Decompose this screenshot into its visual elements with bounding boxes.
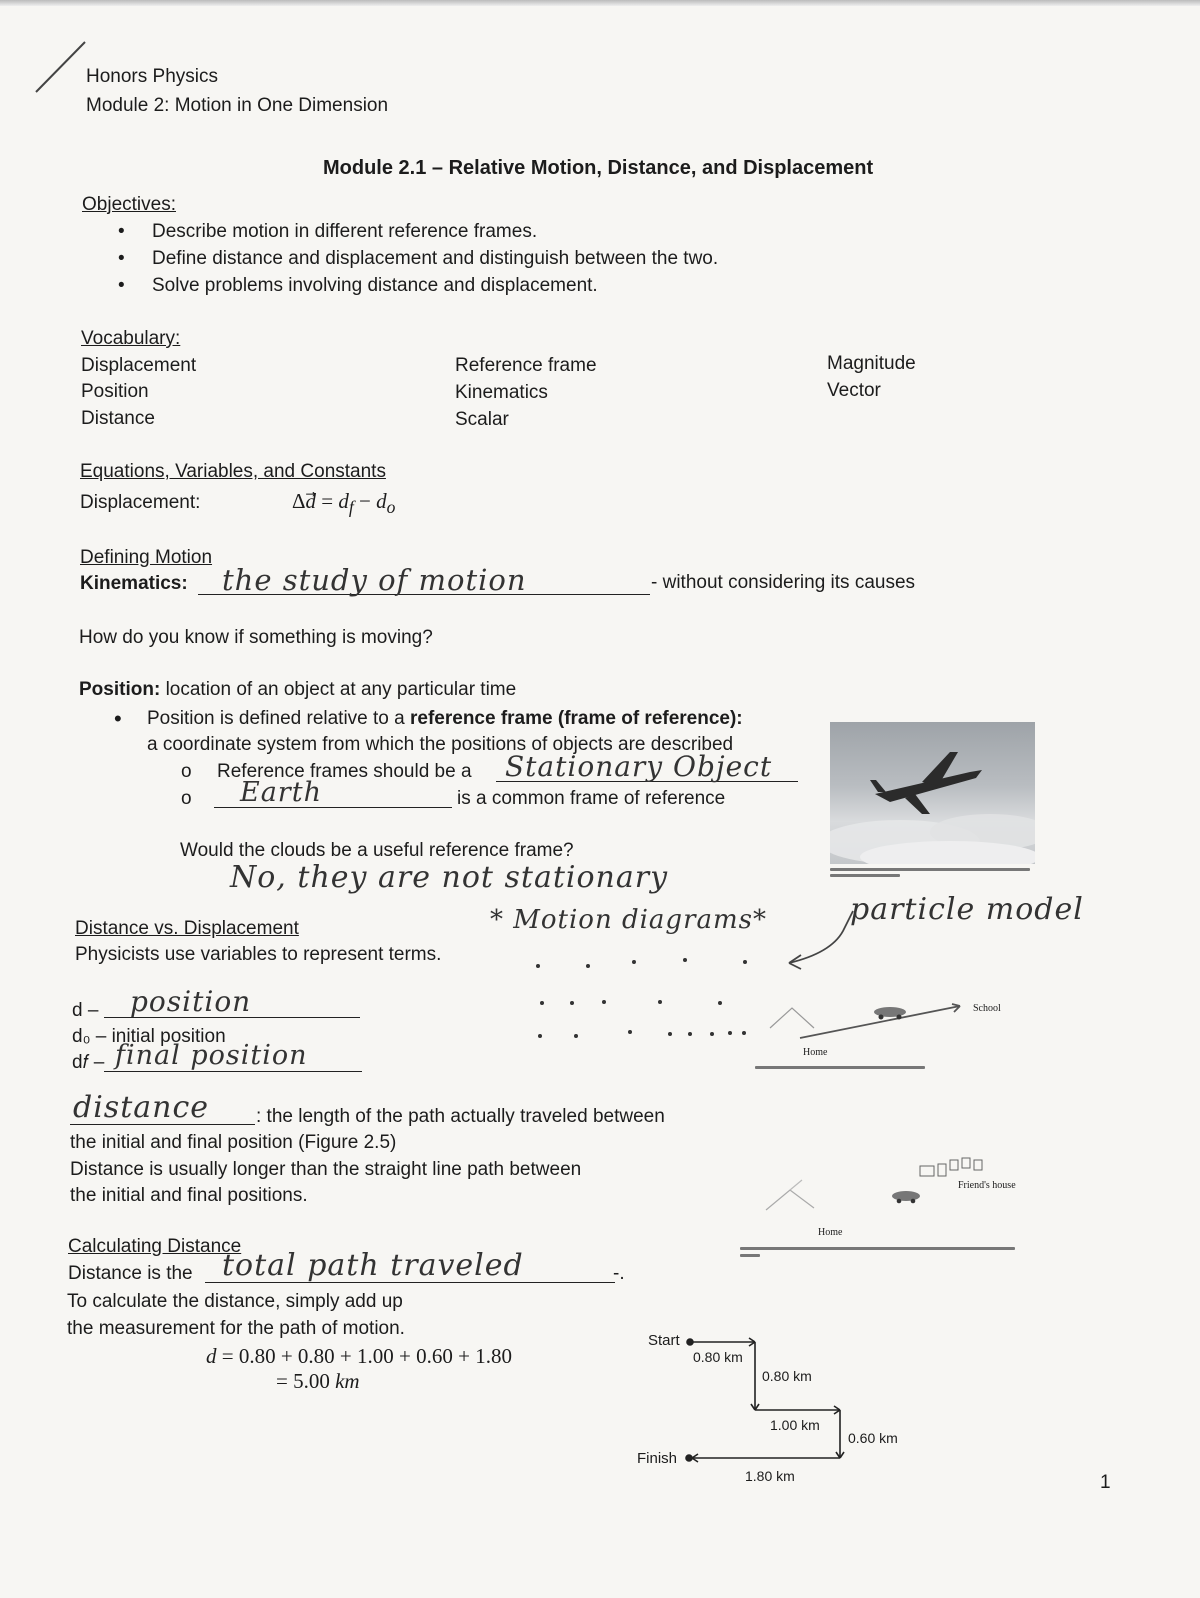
vocab-term: Displacement [81,355,197,376]
segment-label: 0.60 km [848,1430,898,1446]
vocab-term: Kinematics [455,382,548,403]
objective-item: Define distance and displacement and distinguish between the two. [152,248,719,269]
df-blank [104,1071,362,1072]
segment-label: 1.00 km [770,1417,820,1433]
distance-note-cont: the initial and final positions. [70,1185,308,1206]
figure-caption [740,1247,1015,1250]
finish-label: Finish [637,1450,678,1467]
distance-note: Distance is usually longer than the straight line path between [70,1159,582,1180]
bullet-glyph: • [114,706,122,731]
reference-frame-text: Reference frames should be a [217,761,472,782]
reference-frame-bullet [147,706,743,732]
sub-bullet-glyph: o [181,788,192,809]
segment-label: 0.80 km [693,1349,743,1365]
page-number: 1 [1100,1472,1111,1493]
module-name: Module 2: Motion in One Dimension [86,95,389,116]
vocab-term: Vector [827,380,881,401]
objectives-heading: Objectives: [82,194,176,215]
clouds-answer: No, they are not stationary [230,860,669,895]
common-frame-text: is a common frame of reference [457,788,726,809]
objective-item: Describe motion in different reference frames. [152,221,538,242]
distance-is-the: Distance is the [68,1263,193,1284]
calc-instruction: To calculate the distance, simply add up [67,1291,403,1312]
segment-label: 1.80 km [745,1468,795,1484]
distance-definition: : the length of the path actually traveled between [256,1106,665,1127]
d0-label: d₀ – initial position [72,1026,226,1047]
equations-heading: Equations, Variables, and Constants [80,461,386,482]
distance-answer: distance [73,1090,210,1125]
bullet-glyph: • [118,248,125,269]
home-label: Home [818,1227,843,1238]
motion-dots-diagram [530,950,770,1045]
segment-label: 0.80 km [762,1368,812,1384]
figure-caption [740,1254,760,1257]
reference-frame-term: reference frame (frame of reference): [410,708,743,729]
vocab-term: Reference frame [455,355,597,376]
bullet-glyph: • [118,275,125,296]
distance-definition-cont: the initial and final position (Figure 2.5) [70,1132,397,1153]
figure-caption [830,874,900,877]
distance-result: = 5.00 km [276,1369,360,1393]
kinematics-answer: the study of motion [222,563,527,597]
defining-motion-heading: Defining Motion [80,547,213,568]
course-name: Honors Physics [86,66,218,87]
distance-equation: d = 0.80 + 0.80 + 1.00 + 0.60 + 1.80 [206,1344,512,1368]
start-label: Start [648,1332,680,1349]
vocab-term: Magnitude [827,353,916,374]
df-answer: final position [115,1040,308,1071]
pen-mark [30,38,90,98]
figure-caption [830,868,1030,871]
arrow-icon [775,905,865,975]
home-school-figure [760,990,1020,1070]
vocab-term: Position [81,381,149,402]
page-title: Module 2.1 – Relative Motion, Distance, and Displacement [323,157,874,179]
calc-instruction-cont: the measurement for the path of motion. [67,1318,405,1339]
clouds-question: Would the clouds be a useful reference frame? [180,840,574,861]
bullet-glyph: • [118,221,125,242]
position-definition-text: location of an object at any particular time [165,679,517,700]
friends-house-label: Friend's house [958,1180,1016,1191]
motion-diagrams-note: * Motion diagrams* [490,905,767,935]
displacement-label: Displacement: [80,492,201,513]
total-path-suffix: -. [613,1263,625,1284]
d-answer: position [130,985,252,1018]
figure-caption [755,1066,925,1069]
bullet-prefix: Position is defined relative to a [147,708,410,729]
d-label: d – [72,1000,99,1021]
vocabulary-heading: Vocabulary: [81,328,181,349]
kinematics-suffix: - without considering its causes [651,572,916,593]
position-label: Position: [79,679,161,700]
total-path-answer: total path traveled [222,1248,524,1283]
df-label: d𝑓 – [72,1052,105,1073]
reference-frame-definition: a coordinate system from which the positions of objects are described [147,734,734,755]
scan-top-edge [0,0,1200,6]
position-definition [79,677,516,703]
displacement-formula: Δd⃗ = $d_f - d_o$ [292,489,396,518]
kinematics-label: Kinematics: [80,573,188,594]
school-label: School [973,1003,1001,1014]
vocab-term: Scalar [455,409,509,430]
home-label: Home [803,1047,828,1058]
calculating-distance-heading: Calculating Distance [68,1236,242,1257]
objective-item: Solve problems involving distance and displacement. [152,275,598,296]
sub-bullet-glyph: o [181,761,192,782]
stationary-answer: Stationary Object [505,750,773,783]
earth-answer: Earth [240,777,322,808]
airplane-photo [830,722,1035,864]
airplane-icon [830,722,1035,864]
particle-model-note: particle model [850,892,1084,927]
distance-displacement-heading: Distance vs. Displacement [75,918,299,939]
variables-intro: Physicists use variables to represent terms. [75,944,442,965]
vocab-term: Distance [81,408,155,429]
moving-question: How do you know if something is moving? [79,627,433,648]
